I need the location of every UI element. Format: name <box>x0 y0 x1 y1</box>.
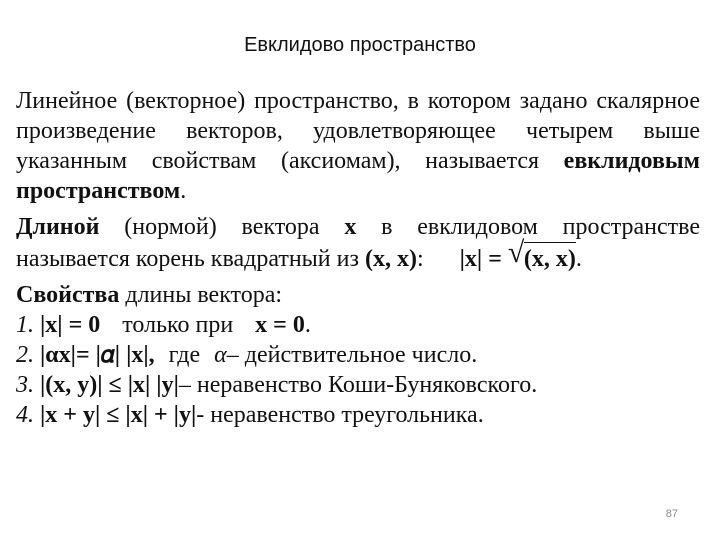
property-number: 3. <box>16 372 34 398</box>
properties-term: Свойства <box>16 282 120 308</box>
property-number: 2. <box>16 342 34 368</box>
page-number: 87 <box>665 508 678 520</box>
property-number: 1. <box>16 312 34 338</box>
slide-title: Евклидово пространство <box>244 34 476 56</box>
definition-paragraph <box>16 86 700 206</box>
slide-content <box>16 86 700 430</box>
property-text: где <box>168 342 201 368</box>
length-text-2: в евклидовом пространстве называется корень квадратный из <box>16 214 700 272</box>
property-expr: |x| = 0 <box>40 312 101 338</box>
length-text-1: (нормой) вектора <box>99 214 345 240</box>
property-expr-2: x = 0 <box>255 312 305 338</box>
property-text: только при <box>122 312 234 338</box>
sqrt-icon: √ <box>507 236 525 269</box>
definition-end: . <box>180 178 187 204</box>
properties-heading <box>16 280 700 310</box>
property-number: 4. <box>16 402 34 428</box>
definition-term: евклидовым пространством <box>16 148 700 204</box>
property-end: – действительное число. <box>226 342 478 368</box>
inner-product-expr: (x, x) <box>364 246 417 272</box>
norm-formula-lhs: |x| = <box>459 246 508 272</box>
sqrt-radicand: (x, x) <box>524 242 576 274</box>
length-term: Длиной <box>16 214 100 240</box>
property-item-3 <box>16 370 700 400</box>
property-text: – неравенство Коши-Буняковского. <box>178 372 538 398</box>
length-vector: x <box>344 214 357 240</box>
sqrt-formula <box>507 236 576 274</box>
property-item-1 <box>16 310 700 340</box>
property-end: . <box>304 312 311 338</box>
property-expr: |x + y| ≤ |x| + |y| <box>40 402 197 428</box>
property-item-4 <box>16 400 700 430</box>
property-item-2 <box>16 340 700 370</box>
length-colon: : <box>416 246 424 272</box>
norm-formula-end: . <box>575 246 582 272</box>
definition-text: Линейное (векторное) пространство, в котором задано скалярное произведение векторов, удовлетворяющее четырем выше указанным свойствам (аксиомам), называется <box>16 88 700 174</box>
property-expr: |αx|= |𝛼| |x|, <box>40 342 155 368</box>
property-variable: α <box>214 342 227 368</box>
properties-heading-rest: длины вектора: <box>119 282 283 308</box>
property-expr: |(x, y)| ≤ |x| |y| <box>40 372 179 398</box>
property-text: - неравенство треугольника. <box>196 402 484 428</box>
length-definition-paragraph <box>16 212 700 274</box>
